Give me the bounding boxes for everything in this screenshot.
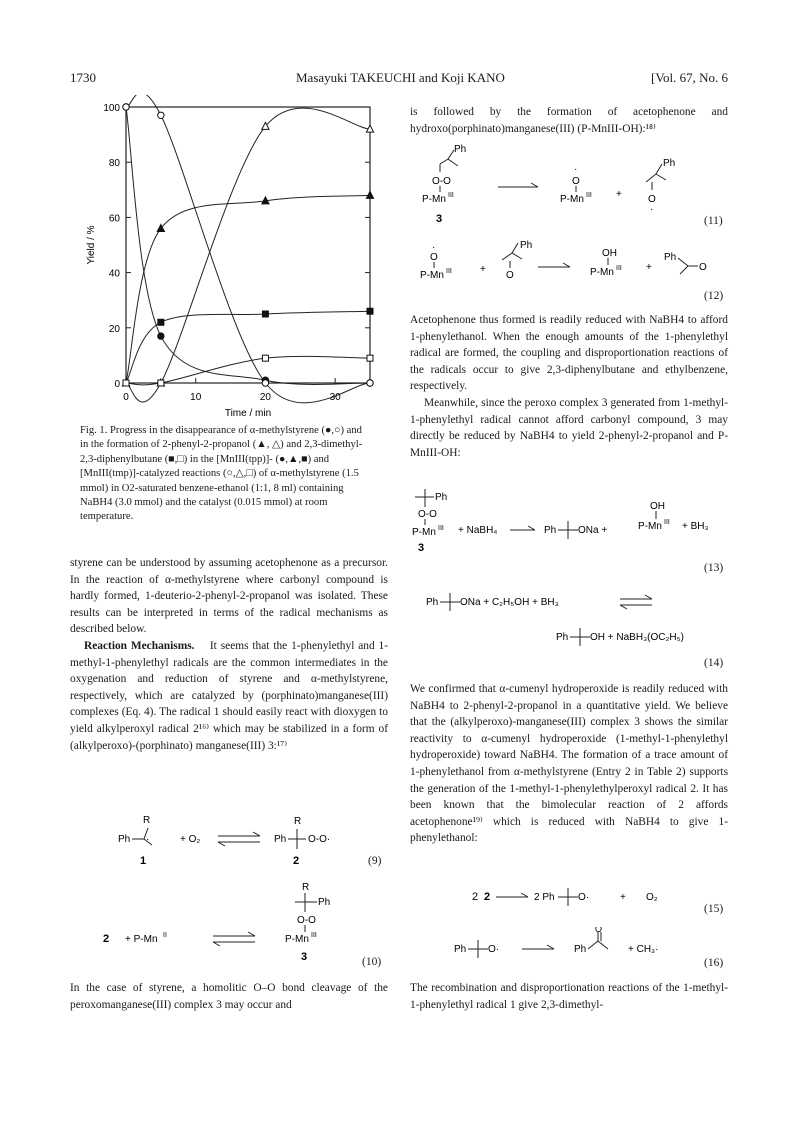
left-column-text-block-1 — [70, 555, 388, 754]
right-paragraph-5: The recombination and disproportionation reactions of the 1-methyl-1-phenylethyl radical 1 give 2,3-dimethyl- — [410, 982, 728, 1011]
svg-text:Ph: Ph — [454, 944, 467, 955]
equation-12-scheme — [420, 240, 720, 285]
equation-14-scheme — [420, 585, 730, 655]
data-point-open-square — [123, 380, 129, 386]
svg-text:O: O — [595, 927, 603, 934]
svg-text:·: · — [432, 242, 436, 253]
data-point-filled-square — [262, 311, 268, 317]
svg-text:O·: O· — [488, 944, 500, 955]
svg-text:P-Mn: P-Mn — [412, 527, 436, 538]
data-point-open-circle — [367, 380, 373, 386]
svg-text:Ph: Ph — [520, 240, 533, 251]
x-tick-label: 30 — [329, 392, 341, 403]
svg-text:Ph: Ph — [556, 632, 569, 643]
y-tick-label: 20 — [108, 323, 120, 335]
x-tick-label: 20 — [259, 392, 271, 403]
y-tick-label: 40 — [108, 268, 120, 280]
equation-11-number: (11) — [704, 215, 723, 227]
compound-1-label: 1 — [140, 855, 147, 867]
series-line-open-triangle — [126, 108, 370, 402]
svg-text:·: · — [574, 164, 578, 175]
svg-text:+ NaBH₄: + NaBH₄ — [458, 525, 498, 536]
svg-text:P-Mn: P-Mn — [420, 270, 444, 281]
svg-text:O-O: O-O — [432, 176, 451, 187]
right-paragraph-1: is followed by the formation of acetophenone and hydroxo(porphinato)manganese(III) (P-MnIII-OH):¹⁸⁾ — [410, 106, 728, 135]
svg-text:+: + — [616, 189, 622, 200]
svg-text:III: III — [438, 525, 444, 532]
svg-text:III: III — [664, 519, 670, 526]
compound-3-label: 3 — [301, 951, 308, 963]
series-line-filled-circle — [126, 107, 370, 384]
equation-10-number: (10) — [362, 956, 382, 968]
svg-text:III: III — [446, 268, 452, 275]
svg-text:O·: O· — [578, 892, 590, 903]
equation-15-scheme — [470, 880, 700, 920]
compound-2-label: 2 — [293, 855, 300, 867]
svg-text:P-Mn: P-Mn — [285, 934, 309, 945]
data-point-open-circle — [262, 380, 268, 386]
left-column-text-block-2 — [70, 980, 388, 1013]
svg-text:III: III — [616, 265, 622, 272]
svg-text:Ph: Ph — [574, 944, 587, 955]
series-line-filled-triangle — [126, 195, 370, 383]
running-head-authors: Masayuki TAKEUCHI and Koji KANO — [296, 70, 505, 85]
svg-text:+: + — [480, 264, 486, 275]
equation-13-scheme — [410, 485, 730, 555]
svg-text:ONa +: ONa + — [578, 525, 608, 536]
svg-text:3: 3 — [418, 542, 425, 554]
equation-9-number: (9) — [368, 855, 382, 867]
svg-text:OH: OH — [602, 248, 617, 259]
svg-text:II: II — [163, 932, 167, 939]
svg-text:·: · — [146, 834, 150, 845]
compound-2-ref: 2 — [103, 933, 110, 945]
y-tick-label: 60 — [108, 213, 120, 225]
svg-text:P-Mn: P-Mn — [422, 194, 446, 205]
svg-text:R: R — [302, 882, 310, 893]
svg-text:2 Ph: 2 Ph — [534, 892, 555, 903]
svg-text:III: III — [448, 192, 454, 199]
running-head-volume: [Vol. 67, No. 6 — [651, 70, 729, 85]
data-point-open-square — [367, 355, 373, 361]
data-point-filled-circle — [158, 333, 164, 339]
svg-text:O-O·: O-O· — [308, 834, 331, 845]
svg-text:2: 2 — [472, 891, 479, 903]
svg-text:Ph: Ph — [663, 158, 676, 169]
right-paragraph-3: Meanwhile, since the peroxo complex 3 generated from 1-methyl-1-phenylethyl radical cannot afford carbonyl compound, 3 may directly be reduced by NaBH4 to yield 2-phenyl-2-propanol and P-MnIII-OH: — [410, 396, 728, 459]
data-point-filled-triangle — [366, 191, 373, 198]
y-axis-label: Yield / % — [86, 225, 97, 265]
svg-text:O-O: O-O — [418, 509, 437, 520]
svg-text:Ph: Ph — [435, 492, 448, 503]
svg-text:O: O — [699, 262, 707, 273]
y-tick-label: 80 — [108, 158, 120, 170]
svg-text:R: R — [143, 815, 151, 826]
svg-text:III: III — [586, 192, 592, 199]
svg-text:ONa + C₂H₅OH + BH₃: ONa + C₂H₅OH + BH₃ — [460, 597, 559, 608]
svg-text:R: R — [294, 816, 302, 827]
svg-text:O₂: O₂ — [646, 892, 658, 903]
equation-13-number: (13) — [704, 562, 724, 574]
data-point-open-circle — [158, 112, 164, 118]
section-heading: Reaction Mechanisms. — [84, 639, 195, 652]
x-axis-label: Time / min — [224, 408, 272, 419]
svg-text:P-Mn: P-Mn — [560, 194, 584, 205]
svg-text:+ P-Mn: + P-Mn — [125, 934, 158, 945]
left-paragraph-1: styrene can be understood by assuming acetophenone as a precursor. In the reaction of α-methylstyrene where carbonyl compound is hardly formed, 1-deuterio-2-phenyl-2-propanol was isolated. These results can be interpreted in terms of the radical mechanisms as described below. — [70, 557, 388, 636]
svg-text:Ph: Ph — [544, 525, 557, 536]
right-column-text-block-2 — [410, 312, 728, 461]
equation-11-scheme — [420, 142, 720, 232]
svg-text:P-Mn: P-Mn — [638, 521, 662, 532]
svg-text:Ph: Ph — [664, 252, 677, 263]
svg-text:2: 2 — [484, 891, 491, 903]
svg-text:OH: OH — [650, 501, 665, 512]
y-tick-label: 0 — [114, 379, 120, 390]
svg-text:P-Mn: P-Mn — [590, 267, 614, 278]
left-paragraph-2 — [70, 638, 388, 754]
svg-text:Ph: Ph — [454, 144, 467, 155]
x-tick-label: 0 — [123, 392, 129, 403]
svg-text:O-O: O-O — [297, 915, 316, 926]
svg-text:Ph: Ph — [274, 834, 287, 845]
data-point-open-circle — [123, 104, 129, 110]
svg-text:+: + — [620, 892, 626, 903]
x-tick-label: 10 — [190, 392, 202, 403]
left-paragraph-2-text: It seems that the 1-phenylethyl and 1-methyl-1-phenylethyl radicals are the common intermediates in the oxygenation and reduction of styrene and α-methylstyrene, respectively, which are catalyzed by (porphinato)manganese(III) complexes (Eq. 4). The radical 1 should easily react with dioxygen to yield alkylperoxyl radical 2¹⁶⁾ which may be stabilized in a form of (alkylperoxo)-(porphinato) manganese(III) 3:¹⁷⁾ — [70, 639, 389, 752]
svg-text:O: O — [648, 194, 656, 205]
equation-16-scheme — [450, 927, 710, 967]
figure-1-chart — [70, 95, 390, 425]
data-point-filled-square — [367, 308, 373, 314]
equation-12-number: (12) — [704, 290, 724, 302]
right-paragraph-2: Acetophenone thus formed is readily reduced with NaBH4 to afford 1-phenylethanol. When the enough amounts of the 1-phenylethyl radical are formed, the coupling and disproportionation reactions of the radicals occur to give 2,3-diphenylbutane and ethylbenzene, respectively. — [410, 314, 728, 393]
y-tick-label: 100 — [103, 103, 120, 114]
data-point-open-square — [262, 355, 268, 361]
page-number: 1730 — [70, 70, 96, 85]
svg-text:Ph: Ph — [118, 834, 131, 845]
svg-text:+ CH₃·: + CH₃· — [628, 944, 659, 955]
figure-caption-text: Progress in the disappearance of α-methylstyrene (●,○) and in the formation of 2-phenyl-2-propanol (▲, △) and 2,3-dimethyl-2,3-diphenylbutane (■,□) in the [MnIII(tpp)]- (●,▲,■) and [MnIII(tmp)]-catalyzed reactions (○,△,□) of α-methylstyrene (1.5 mmol) in O2-saturated benzene-ethanol (1:1, 8 ml) containing NaBH4 (3.0 mmol) and the catalyst (0.015 mmol) at room temperature. — [80, 425, 363, 523]
svg-text:O: O — [430, 252, 438, 263]
data-point-filled-square — [158, 319, 164, 325]
data-point-open-square — [158, 380, 164, 386]
left-paragraph-3: In the case of styrene, a homolitic O–O bond cleavage of the peroxomanganese(III) complex 3 may occur and — [70, 982, 388, 1011]
figure-caption — [80, 424, 372, 525]
right-paragraph-4: We confirmed that α-cumenyl hydroperoxide is readily reduced with NaBH4 to 2-phenyl-2-propanol in a quantitative yield. We believe that the (alkylperoxo)-manganese(III) complex 3 shows the similar reactivity to α-cumenyl hydroperoxide (1-methyl-1-phenylethyl hydroperoxide) toward NaBH4. The formation of a trace amount of 1-phenylethanol from α-methylstyrene (Entry 2 in Table 2) supports the generation of the 1-methyl-1-phenylethylperoxyl radical 2. It has been known that the bimolecular reaction of 2 affords acetophenone¹⁹⁾ which is reduced with NaBH4 to give 1-phenylethanol: — [410, 683, 728, 845]
svg-text:III: III — [311, 932, 317, 939]
svg-text:+ BH₃: + BH₃ — [682, 521, 709, 532]
svg-text:Ph: Ph — [426, 597, 439, 608]
equation-14-number: (14) — [704, 657, 724, 669]
svg-text:+: + — [646, 262, 652, 273]
svg-text:O: O — [506, 270, 514, 281]
figure-caption-label: Fig. 1. — [80, 425, 108, 436]
svg-text:3: 3 — [436, 213, 443, 225]
svg-text:Ph: Ph — [318, 897, 331, 908]
equation-10-scheme — [95, 880, 365, 965]
svg-text:OH + NaBH₃(OC₂H₅): OH + NaBH₃(OC₂H₅) — [590, 632, 684, 643]
svg-text:+ O₂: + O₂ — [180, 834, 201, 845]
equation-9-scheme — [110, 812, 380, 872]
plot-frame — [126, 107, 370, 383]
svg-text:O: O — [572, 176, 580, 187]
svg-text:·: · — [650, 204, 654, 215]
equation-16-number: (16) — [704, 957, 724, 969]
equation-15-number: (15) — [704, 903, 724, 915]
